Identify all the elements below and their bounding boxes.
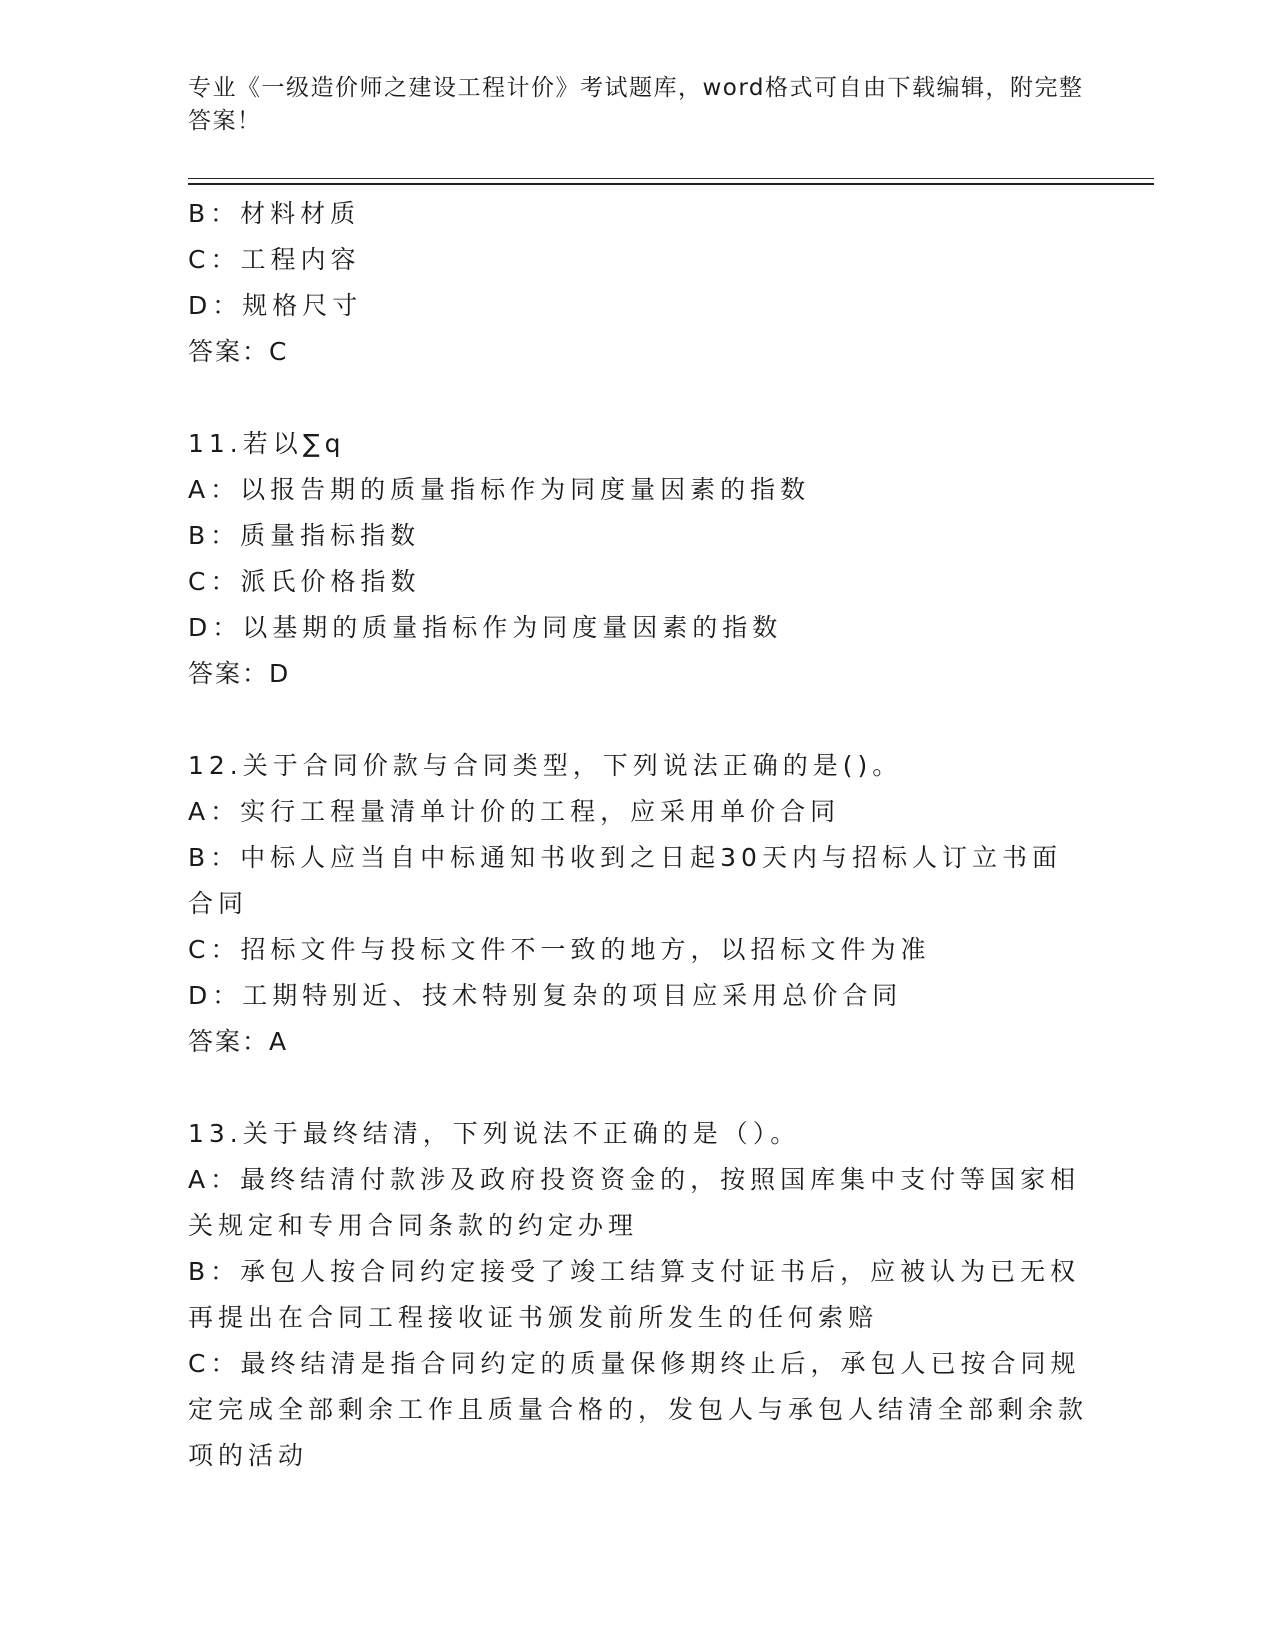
option-d: D：规格尺寸 [188,291,363,320]
option-a: A：实行工程量清单计价的工程，应采用单价合同 [188,797,841,826]
option-b: B：质量指标指数 [188,521,421,550]
option-c: C：最终结清是指合同约定的质量保修期终止后，承包人已按合同规定完成全部剩余工作且质量合格的，发包人与承包人结清全部剩余款项的活动 [188,1349,1089,1470]
question-10-tail [188,191,1088,375]
header-divider-bottom [188,183,1154,185]
question-11 [188,421,1088,697]
option-d: D：以基期的质量指标作为同度量因素的指数 [188,613,783,642]
answer: 答案：C [188,337,289,366]
option-b: B：承包人按合同约定接受了竣工结算支付证书后，应被认为已无权再提出在合同工程接收证书颁发前所发生的任何索赔 [188,1257,1081,1332]
question-stem: 12.关于合同价款与合同类型，下列说法正确的是()。 [188,751,903,780]
question-stem: 11.若以∑q [188,429,346,458]
option-d: D：工期特别近、技术特别复杂的项目应采用总价合同 [188,981,903,1010]
spacer [188,375,1088,421]
option-c: C：工程内容 [188,245,361,274]
option-b: B：中标人应当自中标通知书收到之日起30天内与招标人订立书面合同 [188,843,1062,918]
spacer [188,1065,1088,1111]
question-13 [188,1111,1088,1479]
document-header: 专业《一级造价师之建设工程计价》考试题库，word格式可自由下载编辑，附完整答案！ [188,75,1084,134]
header-divider-top [188,178,1154,179]
answer: 答案：A [188,1027,289,1056]
option-a: A：最终结清付款涉及政府投资资金的，按照国库集中支付等国家相关规定和专用合同条款的约定办理 [188,1165,1081,1240]
spacer [188,697,1088,743]
question-list [188,191,1088,1479]
option-c: C：招标文件与投标文件不一致的地方，以招标文件为准 [188,935,931,964]
option-a: A：以报告期的质量指标作为同度量因素的指数 [188,475,811,504]
question-stem: 13.关于最终结清，下列说法不正确的是（）。 [188,1119,801,1148]
option-c: C：派氏价格指数 [188,567,421,596]
option-b: B：材料材质 [188,199,361,228]
question-12 [188,743,1088,1065]
answer: 答案：D [188,659,291,688]
